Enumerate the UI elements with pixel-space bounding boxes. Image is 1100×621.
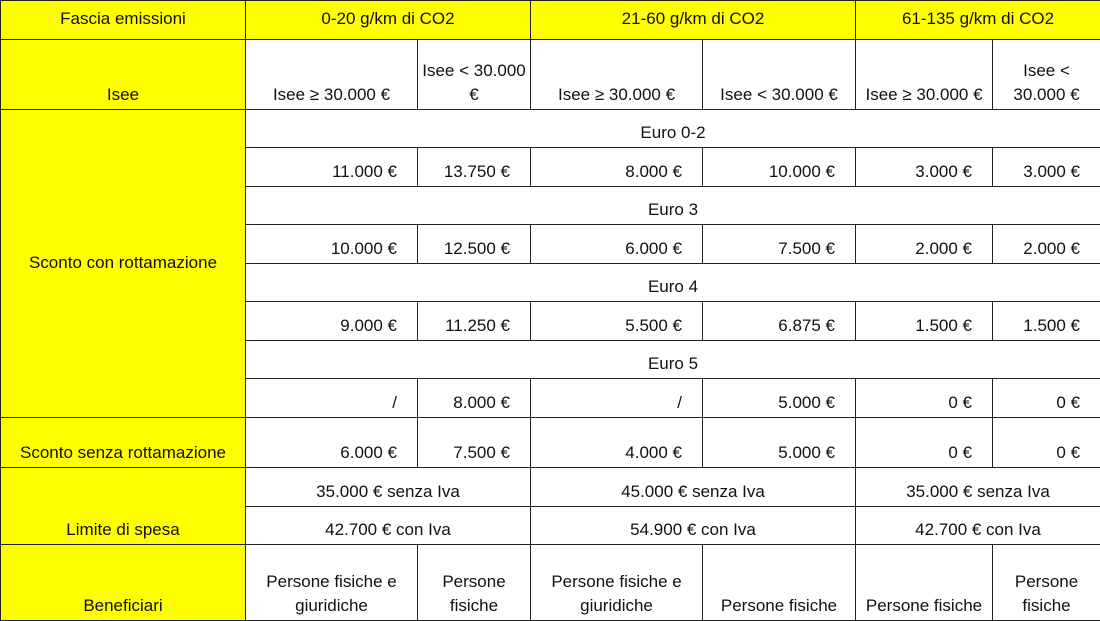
discount-cell: 2.000 €: [993, 225, 1100, 264]
discount-cell: 10.000 €: [246, 225, 418, 264]
discount-cell: 2.000 €: [856, 225, 993, 264]
beneficiary-cell: Persone fisiche: [993, 545, 1100, 621]
isee-cell: Isee < 30.000 €: [418, 40, 531, 110]
discount-cell: 6.875 €: [703, 302, 856, 341]
spend-limit-cell: 54.900 € con Iva: [531, 507, 856, 545]
discount-cell: /: [531, 379, 703, 418]
spend-limit-cell: 42.700 € con Iva: [856, 507, 1100, 545]
no-scrap-discount-row: [1, 418, 1100, 468]
beneficiaries-row: [1, 545, 1100, 621]
beneficiary-cell: Persone fisiche: [418, 545, 531, 621]
isee-cell: Isee ≥ 30.000 €: [856, 40, 993, 110]
isee-cell: Isee ≥ 30.000 €: [531, 40, 703, 110]
discount-cell: 7.500 €: [418, 418, 531, 468]
isee-cell: Isee < 30.000 €: [703, 40, 856, 110]
beneficiary-cell: Persone fisiche: [856, 545, 993, 621]
euro-class-label: Euro 5: [246, 341, 1100, 379]
discount-cell: 13.750 €: [418, 148, 531, 187]
spend-limit-row: [1, 468, 1100, 507]
discount-cell: 10.000 €: [703, 148, 856, 187]
beneficiary-cell: Persone fisiche: [703, 545, 856, 621]
discount-cell: 8.000 €: [418, 379, 531, 418]
discount-cell: 5.000 €: [703, 418, 856, 468]
euro-class-label: Euro 4: [246, 264, 1100, 302]
emission-band-header: Fascia emissioni: [1, 1, 246, 40]
isee-cell: Isee ≥ 30.000 €: [246, 40, 418, 110]
band-0-20-header: 0-20 g/km di CO2: [246, 1, 531, 40]
beneficiary-cell: Persone fisiche e giuridiche: [531, 545, 703, 621]
discount-cell: 6.000 €: [246, 418, 418, 468]
discount-cell: 4.000 €: [531, 418, 703, 468]
discount-cell: 8.000 €: [531, 148, 703, 187]
discount-cell: 1.500 €: [993, 302, 1100, 341]
no-scrap-discount-label: Sconto senza rottamazione: [1, 418, 246, 468]
spend-limit-cell: 45.000 € senza Iva: [531, 468, 856, 507]
discount-cell: 3.000 €: [993, 148, 1100, 187]
spend-limit-cell: 35.000 € senza Iva: [856, 468, 1100, 507]
spend-limit-cell: 42.700 € con Iva: [246, 507, 531, 545]
discount-cell: 12.500 €: [418, 225, 531, 264]
discount-cell: 3.000 €: [856, 148, 993, 187]
spend-limit-label: Limite di spesa: [1, 468, 246, 545]
isee-row: [1, 40, 1100, 110]
discount-cell: 1.500 €: [856, 302, 993, 341]
discount-cell: 0 €: [993, 379, 1100, 418]
discount-cell: 5.500 €: [531, 302, 703, 341]
euro-group-row: [1, 110, 1100, 148]
discount-cell: 9.000 €: [246, 302, 418, 341]
isee-cell: Isee < 30.000 €: [993, 40, 1100, 110]
discount-cell: 11.000 €: [246, 148, 418, 187]
discount-cell: 11.250 €: [418, 302, 531, 341]
discount-cell: /: [246, 379, 418, 418]
discount-cell: 6.000 €: [531, 225, 703, 264]
band-61-135-header: 61-135 g/km di CO2: [856, 1, 1100, 40]
euro-class-label: Euro 3: [246, 187, 1100, 225]
discount-cell: 0 €: [993, 418, 1100, 468]
discount-cell: 5.000 €: [703, 379, 856, 418]
scrap-discount-label: Sconto con rottamazione: [1, 110, 246, 418]
discount-cell: 7.500 €: [703, 225, 856, 264]
discount-cell: 0 €: [856, 379, 993, 418]
beneficiary-cell: Persone fisiche e giuridiche: [246, 545, 418, 621]
euro-class-label: Euro 0-2: [246, 110, 1100, 148]
discount-cell: 0 €: [856, 418, 993, 468]
header-row: [1, 1, 1100, 40]
isee-label: Isee: [1, 40, 246, 110]
beneficiaries-label: Beneficiari: [1, 545, 246, 621]
spend-limit-cell: 35.000 € senza Iva: [246, 468, 531, 507]
band-21-60-header: 21-60 g/km di CO2: [531, 1, 856, 40]
